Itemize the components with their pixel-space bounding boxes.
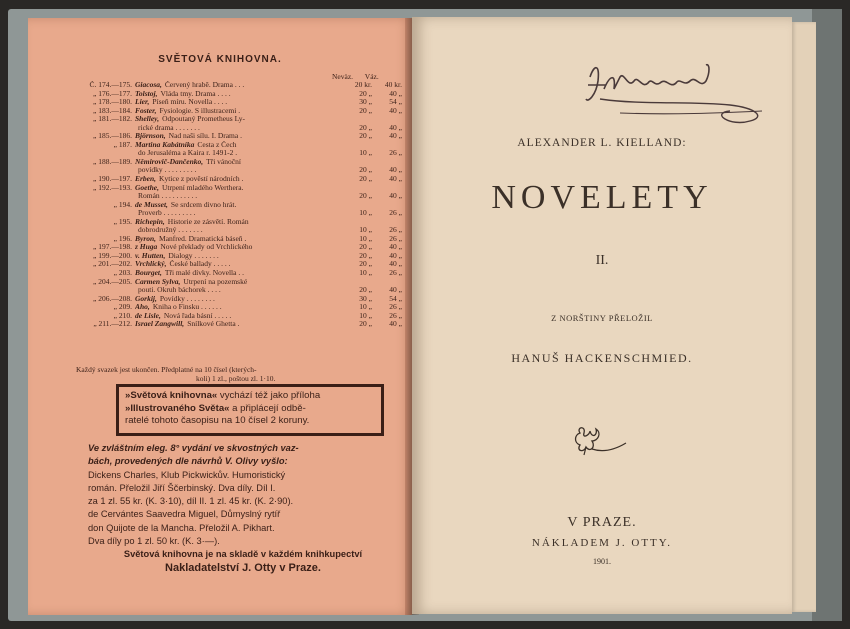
entry-author: Tolstoj, — [135, 89, 158, 98]
catalog-entry — [76, 312, 402, 321]
book-author: ALEXANDER L. KIELLAND: — [517, 137, 687, 149]
entry-bound-price: 54 „ — [389, 294, 402, 303]
volume-number: II. — [595, 253, 609, 268]
entry-number — [76, 124, 135, 133]
entry-unbound-price: 30 „ — [359, 98, 372, 107]
bound-price-header: Váz. — [364, 72, 379, 81]
catalog-entry — [76, 209, 402, 218]
catalog-entry — [76, 132, 402, 141]
entry-title: Odpoutaný Prometheus Ly- — [162, 115, 246, 124]
entry-number — [76, 209, 135, 218]
entry-bound-price — [372, 158, 402, 167]
entry-author: Vrchlický, — [135, 260, 167, 269]
entry-title: Tři vánoční — [206, 157, 241, 166]
entry-title: Proverb . . . . . . . . . — [138, 209, 196, 218]
entry-number — [76, 192, 135, 201]
subscription-note — [76, 365, 406, 383]
entry-unbound-price: 20 „ — [359, 132, 372, 141]
entry-title: Nové překlady od Vrchlického — [160, 243, 253, 252]
entry-author: Shelley, — [135, 115, 160, 124]
entry-unbound-price — [346, 141, 372, 150]
entry-bound-price: 40 „ — [389, 166, 402, 175]
entry-number: „ 196. — [113, 234, 132, 243]
entry-unbound-price — [346, 218, 372, 227]
publication-place: V PRAZE. — [567, 515, 637, 530]
entry-title: Vláda tmy. Drama . . . . — [160, 89, 231, 98]
entry-author: Erben, — [135, 175, 157, 184]
entry-title: Píseň míru. Novella . . . . — [152, 98, 228, 107]
entry-author: Lier, — [135, 98, 150, 107]
entry-description — [135, 303, 346, 312]
entry-description — [135, 320, 346, 329]
entry-unbound-price: 20 „ — [359, 286, 372, 295]
entry-number: „ 211.—212. — [93, 320, 132, 329]
entry-bound-price: 26 „ — [389, 209, 402, 218]
entry-author: Martina Kabátníka — [135, 140, 195, 149]
catalog-entry — [76, 295, 402, 304]
entry-title: pouti. Okruh báchorek . . . . — [138, 286, 221, 295]
catalog-entry — [76, 141, 402, 150]
entry-description — [135, 192, 346, 201]
entry-title: Fysiologie. S illustracemi . — [159, 106, 241, 115]
entry-unbound-price — [346, 158, 372, 167]
entry-bound-price — [372, 278, 402, 287]
handwritten-signature — [580, 55, 770, 133]
catalog-entry — [76, 269, 402, 278]
notice-bold: »Světová knihovna« — [125, 390, 218, 401]
entry-bound-price: 26 „ — [389, 234, 402, 243]
entry-unbound-price: 30 „ — [359, 294, 372, 303]
entry-description — [135, 226, 346, 235]
entry-title: Nad naši sílu. I. Drama . — [168, 132, 242, 141]
entry-bound-price: 40 „ — [389, 192, 402, 201]
entry-bound-price: 54 „ — [389, 98, 402, 107]
catalog-entry — [76, 184, 402, 193]
entry-unbound-price — [346, 115, 372, 124]
entry-number: „ 187. — [113, 140, 132, 149]
entry-unbound-price: 20 „ — [359, 106, 372, 115]
entry-bound-price: 40 „ — [389, 260, 402, 269]
entry-bound-price: 40 „ — [389, 132, 402, 141]
ad-line: Dickens Charles, Klub Pickwickův. Humoristický — [88, 469, 286, 480]
entry-title: Červený hrabě. Drama . . . — [164, 81, 245, 89]
entry-bound-price — [372, 115, 402, 124]
catalog-entry — [76, 260, 402, 269]
special-edition-ad — [88, 442, 398, 575]
entry-unbound-price: 20 „ — [359, 251, 372, 260]
entry-author: Byron, — [135, 234, 157, 243]
catalog-entry — [76, 278, 402, 287]
entry-unbound-price: 20 „ — [359, 123, 372, 132]
entry-number: „ 194. — [113, 200, 132, 209]
entry-unbound-price: 10 „ — [359, 149, 372, 158]
entry-unbound-price: 10 „ — [359, 311, 372, 320]
entry-description — [135, 98, 346, 107]
entry-unbound-price — [346, 184, 372, 193]
publisher-line: Nakladatelství J. Otty v Praze. — [165, 561, 321, 574]
entry-number: „ 210. — [113, 311, 132, 320]
entry-number — [76, 149, 135, 158]
entry-description — [135, 90, 346, 99]
entry-number: „ 178.—180. — [93, 98, 132, 107]
entry-unbound-price: 10 „ — [359, 209, 372, 218]
catalog-entry — [76, 175, 402, 184]
entry-title: Se srdcem divno hrát. — [170, 200, 237, 209]
catalog-entry — [76, 158, 402, 167]
catalog-entry — [76, 90, 402, 99]
entry-description — [135, 252, 346, 261]
entry-bound-price: 40 „ — [389, 89, 402, 98]
entry-bound-price: 26 „ — [389, 303, 402, 312]
entry-unbound-price: 20 kr. — [354, 81, 372, 89]
entry-number: Č. 174.—175. — [89, 81, 132, 89]
left-endpaper-page — [28, 18, 412, 615]
ad-line: de Cervántes Saavedra Miguel, Důmyslný rytíř — [88, 509, 281, 520]
entry-title: Kniha o Finsku . . . . . . — [152, 303, 222, 312]
catalog-title: SVĚTOVÁ KNIHOVNA. — [158, 54, 282, 65]
entry-author: v. Hutten, — [135, 251, 166, 260]
entry-description — [135, 218, 346, 227]
entry-unbound-price: 10 „ — [359, 234, 372, 243]
translation-note: Z NORŠTINY PŘELOŽIL — [551, 313, 653, 323]
catalog-entry — [76, 124, 402, 133]
ad-line: Ve zvláštním eleg. 8° vydání ve skvostných vaz- — [88, 443, 299, 453]
entry-author: Björnson, — [135, 132, 166, 141]
entry-number: „ 195. — [113, 217, 132, 226]
entry-bound-price: 26 „ — [389, 269, 402, 278]
entry-bound-price — [372, 201, 402, 210]
notice-text: a připlácejí odbě- — [229, 402, 306, 414]
entry-bound-price: 40 „ — [389, 286, 402, 295]
subscription-note-line: koli) 1 zl., poštou zl. 1·10. — [196, 374, 276, 383]
entry-description — [135, 184, 346, 193]
entry-unbound-price: 20 „ — [359, 166, 372, 175]
entry-title: Kytice z pověstí národních . — [159, 175, 244, 184]
entry-title: Manfred. Dramatická báseň . — [159, 234, 247, 243]
entry-description — [135, 209, 346, 218]
catalog-entry — [76, 226, 402, 235]
entry-title: Román . . . . . . . . . . — [138, 192, 198, 201]
entry-author: Goethe, — [135, 183, 159, 192]
entry-bound-price: 26 „ — [389, 311, 402, 320]
publication-year: 1901. — [593, 557, 611, 566]
entry-author: de Lisle, — [135, 311, 161, 320]
entry-number: „ 183.—184. — [93, 106, 132, 115]
entry-bound-price: 40 kr. — [384, 81, 402, 89]
entry-author: Giacosa, — [135, 81, 162, 89]
entry-description — [135, 295, 346, 304]
entry-unbound-price: 10 „ — [359, 303, 372, 312]
entry-author: Israel Zangwill, — [135, 320, 185, 329]
entry-number: „ 190.—197. — [93, 175, 132, 184]
entry-title: Cesta z Čech — [197, 140, 237, 149]
entry-title: Snílkové Ghetta . — [187, 320, 240, 329]
notice-text: vychází též jako příloha — [217, 390, 321, 401]
entry-description — [135, 235, 346, 244]
catalog-entry — [76, 286, 402, 295]
entry-bound-price: 40 „ — [389, 106, 402, 115]
entry-title: Dialogy . . . . . . . — [168, 251, 219, 260]
entry-unbound-price: 10 „ — [359, 226, 372, 235]
entry-title: Povídky . . . . . . . . — [159, 294, 215, 303]
unbound-price-header: Nevàz. — [332, 72, 354, 81]
catalog-entry — [76, 166, 402, 175]
ad-line: román. Přeložil Jiří Ščerbinský. Dva díly. Díl I. — [88, 482, 276, 493]
ad-line: bách, provedených dle návrhů V. Olivy vyšlo: — [88, 456, 288, 467]
entry-title: České ballady . . . . . — [169, 260, 231, 269]
entry-author: Carmen Sylva, — [135, 277, 181, 286]
entry-title: rické drama . . . . . . . — [138, 123, 200, 132]
ad-line: don Quijote de la Mancha. Přeložil A. Pikhart. — [88, 522, 275, 533]
notice-bold: »Illustrovaného Světa« — [125, 402, 230, 414]
catalog-entry — [76, 107, 402, 116]
entry-description — [135, 124, 346, 133]
entry-number: „ 188.—189. — [93, 157, 132, 166]
entry-description — [135, 243, 346, 252]
catalog-entry — [76, 192, 402, 201]
entry-description — [135, 286, 346, 295]
entry-number: „ 209. — [113, 303, 132, 312]
entry-number: „ 181.—182. — [93, 115, 132, 124]
catalog-entry — [76, 149, 402, 158]
entry-description — [135, 107, 346, 116]
entry-bound-price: 40 „ — [389, 123, 402, 132]
entry-number: „ 199.—200. — [93, 251, 132, 260]
entry-number — [76, 166, 135, 175]
supplement-notice-box — [116, 384, 384, 436]
entry-author: de Musset, — [135, 200, 168, 209]
entry-title: Nová řada básní . . . . . — [163, 311, 232, 320]
entry-number: „ 204.—205. — [93, 277, 132, 286]
translator-name: HANUŠ HACKENSCHMIED. — [511, 351, 693, 365]
entry-description — [135, 81, 346, 90]
entry-unbound-price: 10 „ — [359, 269, 372, 278]
entry-bound-price: 40 „ — [389, 251, 402, 260]
entry-bound-price: 40 „ — [389, 243, 402, 252]
entry-description — [135, 269, 346, 278]
entry-number: „ 176.—177. — [93, 89, 132, 98]
publisher-name: NÁKLADEM J. OTTY. — [531, 537, 673, 549]
catalog-entries — [76, 81, 402, 329]
entry-number — [76, 286, 135, 295]
entry-description — [135, 132, 346, 141]
entry-description — [135, 312, 346, 321]
entry-description — [135, 260, 346, 269]
ad-line: Světová knihovna je na skladě v každém knihkupectví — [123, 549, 363, 560]
catalog-entry — [76, 252, 402, 261]
book-title: NOVELETY — [491, 179, 713, 216]
entry-number: „ 201.—202. — [93, 260, 132, 269]
subscription-note-line: Každý svazek jest ukončen. Předplatné na 10 čísel (kterých- — [76, 365, 257, 374]
catalog-entry — [76, 218, 402, 227]
entry-unbound-price: 20 „ — [359, 320, 372, 329]
entry-author: Němirovič-Dančenko, — [135, 157, 204, 166]
notice-text: ratelé tohoto časopisu na 10 čísel 2 koruny. — [125, 415, 310, 426]
catalog-entry — [76, 81, 402, 90]
catalog-entry — [76, 303, 402, 312]
entry-title: do Jerusaléma a Kaira r. 1491-2 . — [138, 149, 238, 158]
entry-author: Bourget, — [135, 269, 162, 278]
entry-title: povídky . . . . . . . . . — [138, 166, 197, 175]
entry-number: „ 185.—186. — [93, 132, 132, 141]
entry-title: Historie ze zásvětí. Román — [167, 217, 249, 226]
entry-unbound-price: 20 „ — [359, 192, 372, 201]
catalog-entry — [76, 243, 402, 252]
entry-number: „ 192.—193. — [93, 183, 132, 192]
entry-bound-price: 26 „ — [389, 149, 402, 158]
page-block-edge — [792, 22, 816, 612]
entry-unbound-price: 20 „ — [359, 89, 372, 98]
entry-title: Utrpení na pozemské — [183, 277, 248, 286]
catalog-entry — [76, 115, 402, 124]
entry-description — [135, 141, 346, 150]
entry-title: Utrpení mladého Werthera. — [161, 183, 244, 192]
entry-bound-price — [372, 141, 402, 150]
entry-author: Gorkij, — [135, 294, 157, 303]
entry-bound-price: 40 „ — [389, 320, 402, 329]
entry-description — [135, 201, 346, 210]
entry-description — [135, 175, 346, 184]
entry-bound-price: 26 „ — [389, 226, 402, 235]
entry-description — [135, 158, 346, 167]
catalog-entry — [76, 320, 402, 329]
entry-author: z Huga — [135, 243, 158, 252]
entry-number: „ 206.—208. — [93, 294, 132, 303]
entry-author: Foster, — [135, 106, 157, 115]
entry-description — [135, 115, 346, 124]
entry-bound-price — [372, 184, 402, 193]
ad-line: za 1 zl. 55 kr. (K. 3·10), díl II. 1 zl. 45 kr. (K. 2·90). — [88, 496, 294, 507]
price-column-headers — [332, 72, 389, 81]
entry-number — [76, 226, 135, 235]
entry-bound-price: 40 „ — [389, 175, 402, 184]
entry-number: „ 203. — [113, 269, 132, 278]
entry-author: Aho, — [135, 303, 150, 312]
entry-unbound-price: 20 „ — [359, 175, 372, 184]
ad-line: Dva díly po 1 zl. 50 kr. (K. 3·—). — [88, 536, 220, 547]
catalog-entry — [76, 235, 402, 244]
entry-number: „ 197.—198. — [93, 243, 132, 252]
entry-unbound-price: 20 „ — [359, 243, 372, 252]
publisher-ornament-icon — [570, 425, 630, 461]
entry-title: Tři malé dívky. Novella . . — [164, 269, 244, 278]
catalog-entry — [76, 201, 402, 210]
entry-unbound-price — [346, 201, 372, 210]
entry-bound-price — [372, 218, 402, 227]
entry-unbound-price — [346, 278, 372, 287]
title-page — [412, 17, 792, 614]
catalog-entry — [76, 98, 402, 107]
book-spine-edge — [812, 9, 842, 621]
entry-unbound-price: 20 „ — [359, 260, 372, 269]
entry-description — [135, 149, 346, 158]
entry-description — [135, 278, 346, 287]
entry-author: Richepin, — [135, 217, 165, 226]
entry-title: dobrodružný . . . . . . . — [138, 226, 203, 235]
entry-description — [135, 166, 346, 175]
